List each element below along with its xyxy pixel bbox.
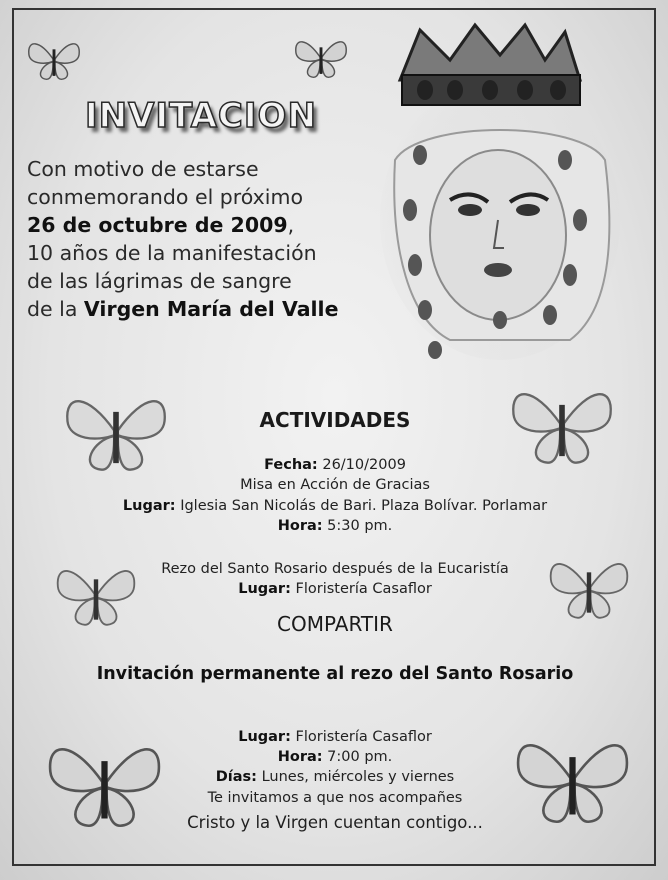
intro-date-comma: , [287, 213, 295, 237]
lugar2-value: Floristería Casaflor [290, 581, 432, 597]
page-title: INVITACION [85, 96, 317, 136]
activity-time [30, 517, 640, 536]
virgin-icon [380, 20, 620, 365]
perm-lugar-value: Floristería Casaflor [290, 729, 432, 745]
intro-virgin-line [27, 295, 387, 323]
permanent-invite: Te invitamos a que nos acompañes [207, 790, 463, 806]
perm-hora-label: Hora: [277, 749, 323, 765]
intro-line: de las lágrimas de sangre [27, 269, 292, 293]
perm-lugar-label: Lugar: [238, 729, 291, 745]
lugar2-label: Lugar: [238, 581, 291, 597]
activity-rosary-location [30, 580, 640, 599]
closing-line: Cristo y la Virgen cuentan contigo... [187, 813, 483, 832]
lugar-label: Lugar: [122, 498, 176, 514]
intro-virgin-name: Virgen María del Valle [83, 297, 339, 321]
activities-heading: ACTIVIDADES [259, 408, 411, 432]
activity-rosary: Rezo del Santo Rosario después de la Eucaristía [161, 561, 509, 577]
permanent-invitation-heading: Invitación permanente al rezo del Santo Rosario [96, 664, 574, 684]
permanent-location [30, 728, 640, 747]
perm-hora-value: 7:00 pm. [322, 749, 393, 765]
perm-dias-label: Días: [215, 769, 257, 785]
activity-date [30, 456, 640, 475]
butterfly-icon [25, 33, 83, 85]
perm-dias-value: Lunes, miércoles y viernes [256, 769, 455, 785]
intro-line: conmemorando el próximo [27, 185, 304, 209]
butterfly-icon [292, 31, 350, 83]
permanent-time [30, 748, 640, 767]
compartir-heading: COMPARTIR [277, 612, 393, 636]
intro-paragraph [27, 155, 387, 323]
intro-date-line [27, 211, 387, 239]
intro-line: Con motivo de estarse [27, 157, 259, 181]
lugar-value: Iglesia San Nicolás de Bari. Plaza Bolívar. Porlamar [175, 498, 548, 514]
permanent-days [30, 768, 640, 787]
intro-line: 10 años de la manifestación [27, 241, 317, 265]
fecha-label: Fecha: [264, 457, 318, 473]
activity-misa: Misa en Acción de Gracias [240, 477, 430, 493]
fecha-value: 26/10/2009 [317, 457, 406, 473]
intro-prefix: de la [27, 297, 84, 321]
activity-location [30, 497, 640, 516]
intro-date: 26 de octubre de 2009 [27, 213, 288, 237]
hora-value: 5:30 pm. [322, 518, 393, 534]
hora-label: Hora: [277, 518, 323, 534]
